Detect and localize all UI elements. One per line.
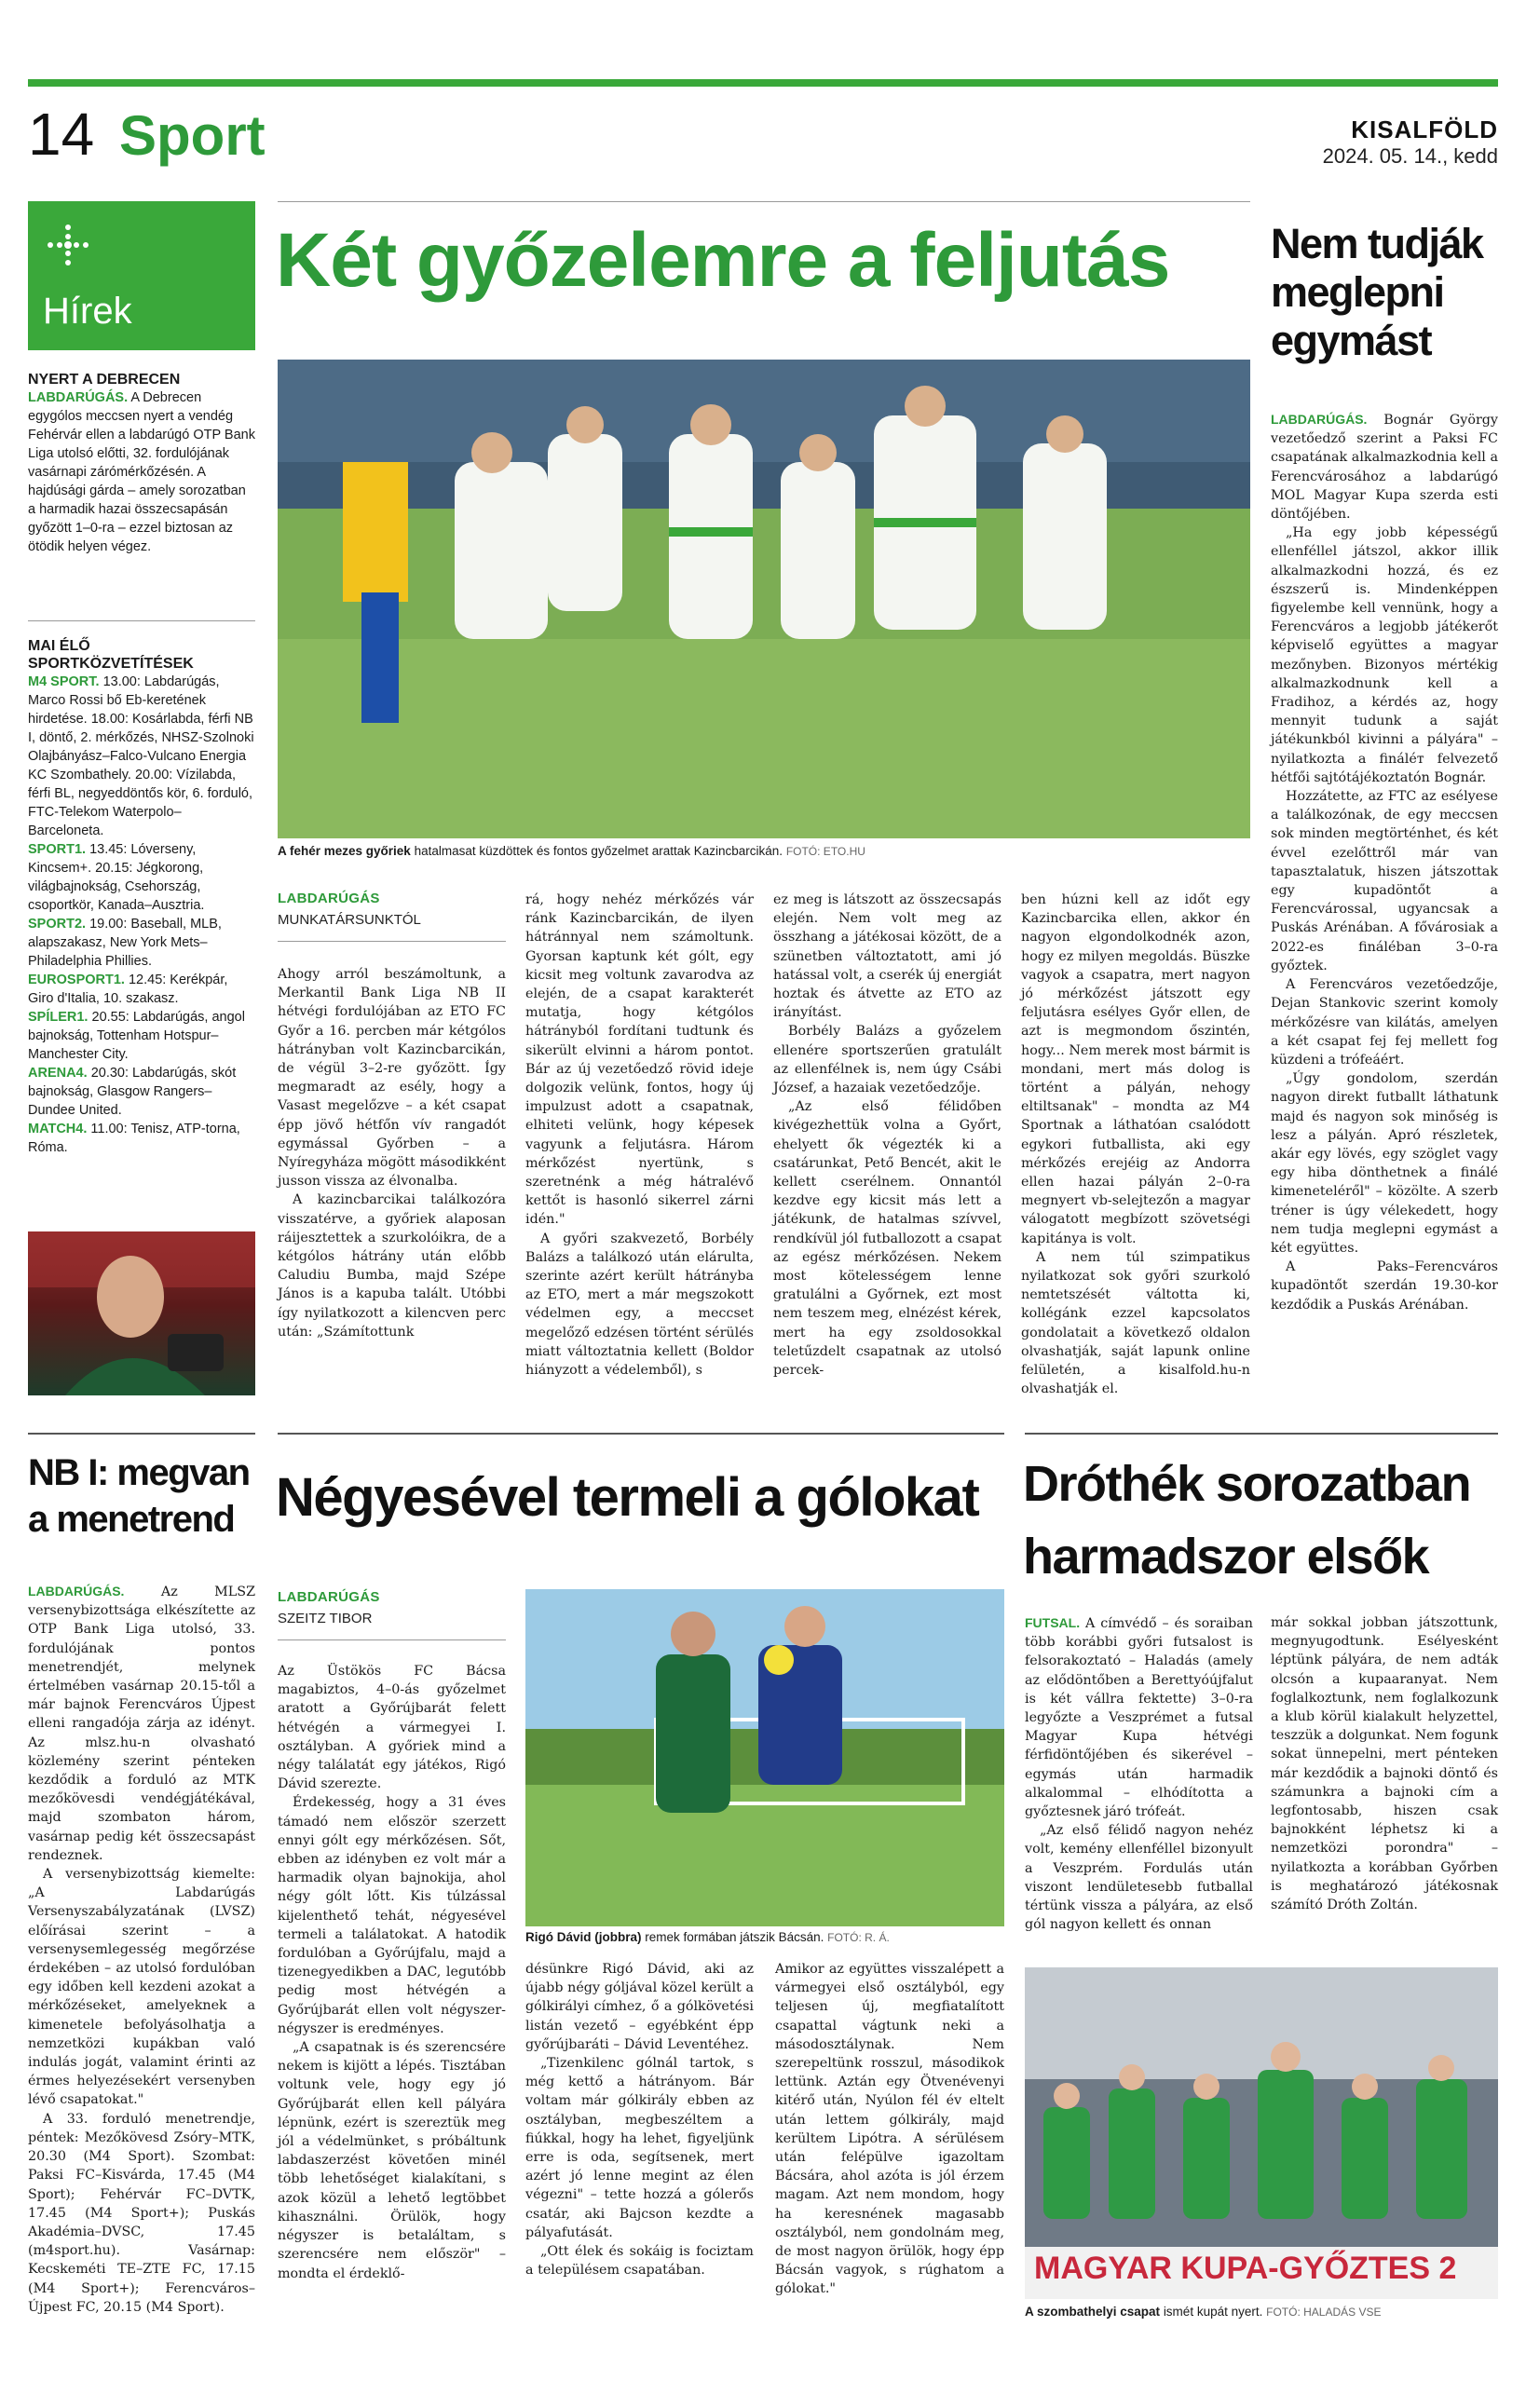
channel-text: 13.45: Lóverseny, Kincsem+. 20.15: Jégkorong, világbajnokság, Csehország, csoportkör, Kanada–Ausztria. [28,842,205,913]
channel-text: 13.00: Labdarúgás, Marco Rossi bő Eb-keretének hirdetése. 18.00: Kosárlabda, férfi NB I, döntő, 2. mérkőzés, NHSZ-Szolnoki Olajbányász–Falco-Vulcano Energia KC Szombathely. 20.00: Vízilabda, férfi BL, negyeddöntős kör, 6. forduló, FTC-Telekom Waterpolo–Barceloneta. [28,674,254,838]
nb1-body [28,1582,255,2317]
paragraph: „Az első félidő nagyon nehéz volt, kemény ellenféllel bizonyult a Veszprém. Fordulás után viszont lendületesebb futballal tértünk vissza a pályára, az első gól nagyon kellett és onnan [1025,1823,1253,1933]
paragraph: Az MLSZ versenybizottsága elkészítette az OTP Bank Liga utolsó, 33. fordulójának pontos menetrendjét, melynek értelmében vasárnap 20.15-től a már bajnok Ferencváros Újpest elleni rangadója zárja az idényt. Az mlsz.hu-n olvasható közlemény szerint pénteken kezdődik a forduló az MTK mezőkövesdi vendégjátékával, majd szombaton három, vasárnap pedig két összecsapást rendeznek. [28,1585,256,1863]
right-kicker: LABDARÚGÁS. [1271,412,1368,427]
paragraph: Ahogy arról beszámoltunk, a Merkantil Bank Liga NB II hétvégi fordulójában az ETO FC Győr a 16. percben már kétgólos hátrányban volt Kazincbarcikán, de végül 3–2-re győzött. Így megmaradt az esély, hogy a Vasast megelőzve – a két csapat épp jövő hétfőn vív rangadót egymással Győrben – a Nyíregyháza mögött másodikként jusson vissza az élvonalba. [278,967,506,1190]
paragraph: „Az első félidőben kivégezhettük volna a Győrt, ehelyett ők végezték ki a csatárunkat, Pető Bencét, akit le kellett cserélnem. Onnantól kezdve egy kicsit más lett a játékunk, de hatalmas szívvel, rendkívül jól futballozott a csapat az egész mérkőzésen. Nekem most kötelességem lenne gratulálni a Győrnek, ezt most nem teszem meg, elnézést kérek, mert ha egy zsoldosokkal teletűzdelt csapatnak az utolsó percek- [773,1099,1001,1379]
caption-bold: A fehér mezes győriek [278,844,411,858]
paragraph: „Úgy gondolom, szerdán nagyon direkt futballt láthatunk majd és nagyon sok minőség is lesz a pályán. Apró részletek, akár egy lövés, egy szöglet vagy egy hiba dönthetnek a finálé kimeneteléről" – közölte. A szerb tréner is úgy vélekedett, hogy nem tudja meglepni egymást a két együttes. [1271,1071,1498,1256]
nb1-kicker: LABDARÚGÁS. [28,1584,125,1599]
paragraph: ben húzni kell az időt egy Kazincbarcika ellen, akkor én nagyon elgondolkodnék azon, hogy ez milyen megoldás. Büszke vagyok a csapatra, mert nagyon jó mérkőzést játszott egy feljutásra esélyes Győr ellen, de azt is megmondom őszintén, hogy... Nem merek most bármit is mondani, mert más dolog is történt a pályán, nehogy eltiltsanak" – mondta az M4 Sportnak a láthatóan csalódott egykori futballista, aki egy mérkőzés erejéig az Andorra ellen hazai pályán 2–0-ra megnyert vb-selejtezőn a magyar válogatott megbízott szövetségi kapitánya is volt. [1021,892,1250,1246]
paragraph: rá, hogy nehéz mérkőzés vár ránk Kazincbarcikán, de ilyen hátránnyal nem számoltunk. Gyorsan kaptunk két gólt, egy kicsit meg voltunk zavarodva az elején, de a csapat karakterét mutatja, hogy kétgólos hátrányból fordítani tudtunk és sikerült elvinni a három pontot. Bár az új vezetőedző rövid ideje dolgozik velünk, fontos, hogy új impulzust adott a csapatnak, elhiteti velünk, hogy képesek vagyunk a feljutásra. Három mérkőzést nyertünk, s szeretnénk a még hátralévő kettőt is hasonló sikerrel zárni idén." [525,892,754,1228]
paragraph: már sokkal jobban játszottunk, megnyugodtunk. Esélyesként léptünk pályára, de nem adták olcsón a kupaaranyat. Nem foglalkoztunk, nem foglalkozunk a klub körül kialakult helyzettel, teszzük a dolgunkat. Nem fogunk sokat ünnepelni, mert pénteken már kezdődik a bajnoki döntő és számunkra a bajnoki cím a legfontosabb, hiszen csak bajnokként léphetsz ki a nemzetközi porondra" – nyilatkozta a korábban Győrben is meghatározó játékosnak számító Dróth Zoltán. [1271,1615,1498,1913]
negyes-col-1 [278,1662,506,2283]
drothek-photo [1025,1967,1498,2299]
main-kicker: LABDARÚGÁS [278,891,380,906]
paragraph: Borbély Balázs a győzelem ellenére sportszerűen gratulált az ellenfélnek is, nem úgy Csábi József, a hazaiak vezetőedzője. [773,1024,1001,1096]
negyes-col-2 [525,1960,754,2279]
issue-date: 2024. 05. 14., kedd [1322,144,1498,168]
channel-label: M4 SPORT. [28,674,100,689]
paragraph: „Tizenkilenc gólnál tartok, s még kettő a hátrányom. Bár voltam már gólkirály ebben az osztályban, megbeszéltem a fiúkkal, hogy ha lehet, figyeljünk erre is oda, segítsenek, mert azért jó lenne megint az élen végezni" – tette hozzá a gólerős csatár, aki Bajcson kezdte a pályafutását. [525,2056,754,2240]
channel-text: 19.00: Baseball, MLB, alapszakasz, New York Mets–Philadelphia Phillies. [28,917,222,969]
channel-text: 20.55: Labdarúgás, angol bajnokság, Tottenham Hotspur–Manchester City. [28,1010,245,1062]
negyes-author: SZEITZ TIBOR [278,1611,373,1626]
paragraph: ez meg is látszott az összecsapás elején. Nem volt meg az összhang a játékosai között, de a szünetben változtatott, ami jó hatással volt, a cserék új energiát hoztak és átvette az ETO az irányítást. [773,892,1001,1021]
paragraph: A 33. forduló menetrendje, péntek: Mezőkövesd Zsóry–MTK, 20.30 (M4 Sport). Szombat: Paksi FC–Kisvárda, 17.45 (M4 Sport); Fehérvár FC–DVTK, 17.45 (M4 Sport+); Puskás Akadémia–DVSC, 17.45 (m4sport.hu). Vasárnap: Kecskeméti TE–ZTE FC, 17.15 (M4 Sport+); Ferencváros–Újpest FC, 20.15 (M4 Sport). [28,2111,255,2315]
paragraph: Bognár György vezetőedző szerint a Paksi FC csapatának alkalmazkodnia kell a Ferencvárosához a labdarúgó MOL Magyar Kupa szerda esti döntőjében. [1271,413,1499,523]
channel-text: 12.45: Kerékpár, Giro d'Italia, 10. szakasz. [28,973,228,1006]
caption-bold: Rigó Dávid (jobbra) [525,1930,642,1944]
channel-label: SPORT2. [28,917,87,932]
drothek-col-1 [1025,1613,1253,1934]
negyes-photo-caption [525,1930,1004,1944]
paragraph: „A csapatnak is és szerencsére nekem is kijött a lépés. Tisztában voltunk vele, hogy egy jó Győrújbarát ellen kell pályára lépnünk, ezért is szereztük meg jól a védelmünket, s próbáltunk labdaszerzést követően minél több lehetőséget kialakítani, s azok közül a lehető legtöbbet kihasználni. Örülök, hogy négyszer is betaláltam, s szerencsére nem először" – mondta el érdeklő- [278,2040,506,2281]
paragraph: A Paks–Ferencváros kupadöntőt szerdán 19.30-kor kezdődik a Puskás Arénában. [1271,1259,1498,1313]
channel-text: 20.30: Labdarúgás, skót bajnokság, Glasgow Rangers–Dundee United. [28,1066,237,1118]
channel-text: 11.00: Tenisz, ATP-torna, Róma. [28,1122,240,1155]
news-text: A Debrecen egygólos meccsen nyert a vendég Fehérvár ellen a labdarúgó OTP Bank Liga utolsó előtti, 32. fordulójának vasárnapi zárómérkőzésén. A hajdúsági gárda – amely sorozatban a harmadik hazai összecsapásán győzött 1–0-ra – ezzel biztosan az ötödik helyen végez. [28,390,255,554]
paragraph: Amikor az együttes visszalépett a vármegyei első osztályból, egy teljesen új, megfiatalított csapattal vágtunk neki a másodosztálynak. Nem szerepeltünk rosszul, másodikok lettünk. Aztán egy Ötvenévenyi kitérő után, Nyúlon fél év eltelt után lettem gólkirály, majd kerültem Lipótra. A sérülésem után felépülve igazoltam Bácsára, ahol azóta is jól érzem magam. Azt nem mondom, hogy ha keresnének magasabb osztályból, nem gondolnám meg, de most nagyon örülök, hogy épp Bácsán vagyok, s rúghatom a gólokat." [775,1962,1004,2297]
coach-photo [28,1231,255,1395]
paragraph: désünkre Rigó Dávid, aki az újabb négy góljával közel került a gólkirályi címhez, ő a gólkövetési listán vezető – egyébként épp győrújbaráti – Dávid Leventéhez. [525,1962,754,2052]
caption-bold: A szombathelyi csapat [1025,2305,1161,2319]
section-title: Sport [119,104,266,167]
banner-text: MAGYAR KUPA-GYŐZTES 2 [1034,2251,1457,2286]
paragraph: A Ferencváros vezetőedzője, Dejan Stankovic szerint komoly mérkőzésre van kilátás, amelyen a két csapat fej fej mellett fog küzdeni a trófeáért. [1271,977,1498,1068]
negyes-col-3 [775,1960,1004,2299]
photo-credit: FOTÓ: HALADÁS VSE [1266,2306,1382,2319]
paragraph: „Ha egy jobb képességű ellenféllel játszol, akkor illik alkalmazkodni hozzá, és ez észszerű is. Mindenképpen figyelembe kell vennünk, hogy a Ferencváros a legjobb játékerőt képviselő együttes a magyar mezőnyben. Bizonyos mértékig alkalmazkodnunk kell a Fradihoz, a kérdés az, hogy mennyit tudunk a saját játékunkból kivinni a pályára" – nyilatkozta a fináléт felvezető hétfői sajtótájékoztatón Bognár. [1271,525,1498,785]
caption-text: hatalmasat küzdöttek és fontos győzelmet arattak Kazincbarcikán. [414,844,783,858]
main-col-2 [525,891,754,1380]
main-headline: Két győzelemre a feljutás [276,218,1170,303]
main-col-4 [1021,891,1250,1398]
caption-text: remek formában játszik Bácsán. [645,1930,824,1944]
drothek-photo-caption [1025,2305,1498,2319]
paragraph: A kazincbarcikai találkozóra visszatérve, a győriek alaposan ráijesztettek a szurkolóikra, de a kétgólos hátrány után előbb Caludiu Bumba, majd Szépe János is a kapuba talált. Utóbbi így nyilatkozott a kilencven perc után: „Számítottunk [278,1192,506,1340]
photo-credit: FOTÓ: R. Á. [827,1931,890,1944]
channel-label: ARENA4. [28,1066,88,1081]
news-title: NYERT A DEBRECEN [28,372,181,388]
news-kicker: LABDARÚGÁS. [28,390,129,405]
news-title: MAI ÉLŐ SPORTKÖZVETÍTÉSEK [28,638,194,672]
main-col-3 [773,891,1001,1380]
paragraph: A nem túl szimpatikus nyilatkozat sok győri szurkoló nemtetszését váltotta ki, kollégánk ezzel kapcsolatos gondolatait a következő oldalon olvashatják, saját lapunk online felületén, a kisalfold.hu-n olvashatják el. [1021,1249,1250,1397]
main-photo-caption [278,844,1250,858]
paragraph: A győri szakvezető, Borbély Balázs a találkozó után elárulta, szerinte azért került hátrányba az ETO, mert a már megszokott védelmen egy, a meccset megelőző edzésen történt sérülés miatt változtatnia kellett (Boldor hiányzott a védelemből), s [525,1231,754,1379]
hirek-box [28,201,255,350]
drothek-kicker: FUTSAL. [1025,1615,1081,1630]
right-headline: Nem tudják meglepni egymást [1271,220,1483,364]
drothek-headline: Dróthék sorozatban harmadszor elsők [1023,1456,1471,1585]
paragraph: „Ott élek és sokáig is fociztam a településem csapatában. [525,2244,754,2279]
paragraph: A címvédő – és soraiban több korábbi győri futsalost is felsorakoztató – Haladás (amely az elődöntőben a Berettyóújfalut is két vállra fektette) 3–0-ra legyőzte a Veszprémet a futsal Magyar Kupa hétvégi férfidöntőjében és sikerével – egymás után harmadik alkalommal – elhódította a győztesnek járó trófeát. [1025,1616,1253,1820]
negyes-photo [525,1589,1004,1926]
main-author: MUNKATÁRSUNKTÓL [278,912,421,928]
channel-label: SPÍLER1. [28,1010,89,1025]
channel-label: MATCH4. [28,1122,88,1136]
photo-credit: FOTÓ: ETO.HU [785,845,865,858]
paragraph: Az Üstökös FC Bácsa magabiztos, 4–0-ás győzelmet aratott a Győrújbarát felett hétvégén a vármegyei I. osztályban. A győriek mind a négy találatát egy játékos, Rigó Dávid szerezte. [278,1664,506,1792]
news-item-debrecen [28,371,255,556]
page-number: 14 [28,101,95,168]
paragraph: Érdekesség, hogy a 31 éves támadó nem először szerzett ennyi gólt egy mérkőzésen. Sőt, ebben az idényben ez volt már a harmadik olyan bajnokija, ahol négy gólt lőtt. Kis túlzással kijelenthető tehát, négyesével termeli a találatokat. A hatodik fordulóban a Győrújfalu, majd a tizenegyedikben a DAC, legutóbb pedig most hétvégén a Győrújbarát ellen volt négyszer-négyszer is eredményes. [278,1795,506,2036]
drothek-col-2 [1271,1613,1498,1914]
negyes-headline: Négyesével termeli a gólokat [276,1467,979,1528]
paper-name: KISALFÖLD [1351,116,1498,143]
news-item-broadcasts [28,637,255,1157]
right-body [1271,410,1498,1314]
dots-logo-icon [43,220,93,270]
nb1-headline: NB I: megvan a menetrend [28,1452,250,1540]
caption-text: ismét kupát nyert. [1163,2305,1263,2319]
channel-label: SPORT1. [28,842,87,857]
paragraph: A versenybizottság kiemelte: „A Labdarúgás Versenyszabályzatának (LVSZ) előírásai szerint – a versenysemlegesség megőrzése érdekében – az utolsó fordulóban egy időben kell kezdeni azokat a mérkőzéseket, amelyeknek a kimenetele befolyásolhatja a nemzetközi kupákban való indulás jogát, valamint érinti az érmes helyezésekért versenyben lévő csapatokat." [28,1867,255,2108]
main-photo [278,360,1250,838]
paragraph: Hozzátette, az FTC az esélyese a találkozónak, de egy meccsen sok minden megtörténhet, és két évvel ezelőttről már van tapasztalatuk, hiszen játszottak egy kupadöntőt a Ferencvárossal, ugyancsak a Puskás Arénában. A fővárosiak a 2022-es fináléban 3–0-ra győztek. [1271,789,1498,973]
hirek-title: Hírek [43,291,132,332]
negyes-kicker: LABDARÚGÁS [278,1589,380,1605]
main-col-1 [278,965,506,1341]
channel-label: EUROSPORT1. [28,973,125,987]
